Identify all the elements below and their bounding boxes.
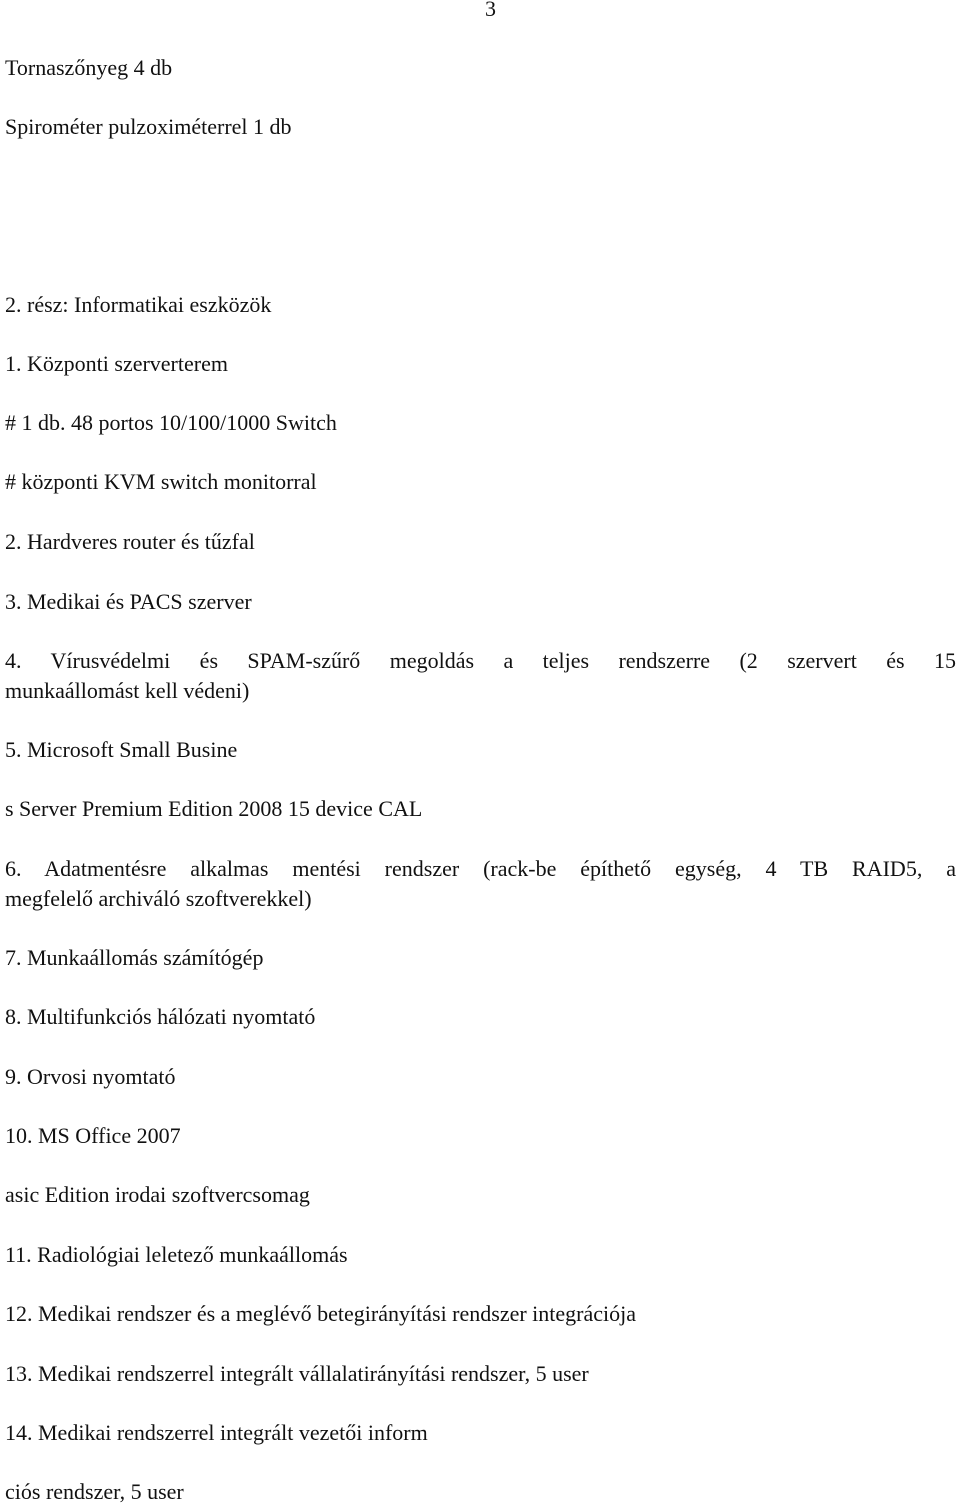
section-heading-part2: 2. rész: Informatikai eszközök <box>5 292 272 317</box>
text-line-spirometer: Spirométer pulzoximéterrel 1 db <box>5 114 292 139</box>
page-number: 3 <box>485 0 496 21</box>
list-item-14-line-1: 14. Medikai rendszerrel integrált vezetői inform <box>5 1420 428 1445</box>
list-item-7: 7. Munkaállomás számítógép <box>5 945 264 970</box>
list-item-5-line-2: s Server Premium Edition 2008 15 device CAL <box>5 796 423 821</box>
list-item-5-line-1: 5. Microsoft Small Busine <box>5 737 238 762</box>
list-item-6 <box>5 854 956 914</box>
list-item-4 <box>5 646 956 706</box>
list-item-10-line-1: 10. MS Office 2007 <box>5 1123 181 1148</box>
list-item-2: 2. Hardveres router és tűzfal <box>5 529 255 554</box>
list-item-13: 13. Medikai rendszerrel integrált vállalatirányítási rendszer, 5 user <box>5 1361 589 1386</box>
list-item-14-line-2: ciós rendszer, 5 user <box>5 1479 184 1504</box>
list-item-6-line-1: 6. Adatmentésre alkalmas mentési rendszer (rack-be építhető egység, 4 TB RAID5, a <box>5 856 956 881</box>
list-item-11: 11. Radiológiai leletező munkaállomás <box>5 1242 348 1267</box>
list-item-3: 3. Medikai és PACS szerver <box>5 589 252 614</box>
list-item-6-line-2: megfelelő archiváló szoftverekkel) <box>5 886 312 911</box>
list-item-1: 1. Központi szerverterem <box>5 351 228 376</box>
list-item-9: 9. Orvosi nyomtató <box>5 1064 176 1089</box>
text-line-tornaszonyeg: Tornaszőnyeg 4 db <box>5 55 173 80</box>
sub-item-kvm: # központi KVM switch monitorral <box>5 469 317 494</box>
list-item-10-line-2: asic Edition irodai szoftvercsomag <box>5 1182 310 1207</box>
list-item-12: 12. Medikai rendszer és a meglévő betegirányítási rendszer integrációja <box>5 1301 637 1326</box>
list-item-4-line-1: 4. Vírusvédelmi és SPAM-szűrő megoldás a teljes rendszerre (2 szervert és 15 <box>5 648 956 673</box>
list-item-8: 8. Multifunkciós hálózati nyomtató <box>5 1004 316 1029</box>
list-item-4-line-2: munkaállomást kell védeni) <box>5 678 250 703</box>
sub-item-switch: # 1 db. 48 portos 10/100/1000 Switch <box>5 410 337 435</box>
